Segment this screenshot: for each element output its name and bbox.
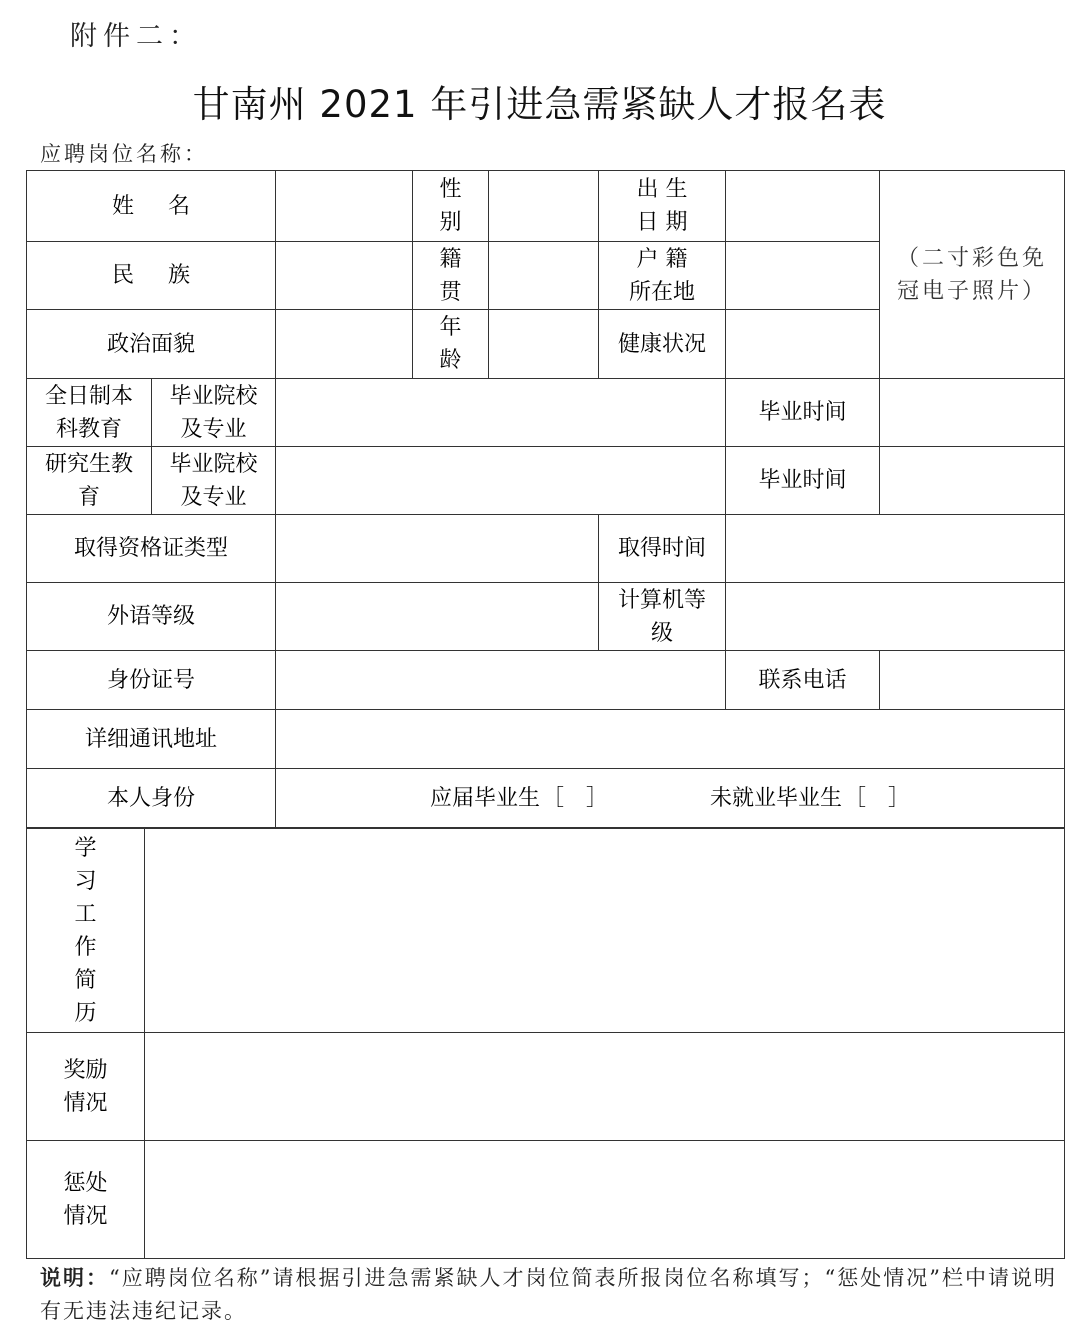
awards-field[interactable] (145, 1033, 1065, 1141)
form-title: 甘南州 2021 年引进急需紧缺人才报名表 (192, 83, 887, 126)
notes-text: “应聘岗位名称”请根据引进急需紧缺人才岗位简表所报岗位名称填写；“惩处情况”栏中请说明有无违法违纪记录。 (40, 1266, 1057, 1323)
notes (40, 1262, 1060, 1328)
native-place-field[interactable] (489, 242, 599, 310)
fulltime-school-major-label: 毕业院校及专业 (152, 379, 276, 447)
name-label: 姓 名 (27, 171, 276, 242)
age-label: 年龄 (413, 310, 489, 379)
position-name-label: 应聘岗位名称： (40, 142, 208, 166)
notes-label: 说明： (40, 1266, 109, 1290)
address-label: 详细通讯地址 (27, 710, 276, 769)
foreign-language-label: 外语等级 (27, 583, 276, 651)
age-field[interactable] (489, 310, 599, 379)
fulltime-edu-label: 全日制本科教育 (27, 379, 152, 447)
computer-level-field[interactable] (726, 583, 1065, 651)
punishment-field[interactable] (145, 1141, 1065, 1259)
id-number-field[interactable] (276, 651, 726, 710)
birth-date-field[interactable] (726, 171, 880, 242)
phone-field[interactable] (880, 651, 1065, 710)
resume-field[interactable] (145, 829, 1065, 1033)
gender-label: 性别 (413, 171, 489, 242)
household-label: 户 籍 所在地 (599, 242, 726, 310)
fresh-graduate-checkbox[interactable]: ［ ］ (541, 785, 608, 811)
postgrad-grad-time-field[interactable] (880, 447, 1065, 515)
identity-options (276, 769, 1065, 828)
postgrad-grad-time-label: 毕业时间 (726, 447, 880, 515)
political-status-label: 政治面貌 (27, 310, 276, 379)
postgrad-school-major-field[interactable] (276, 447, 726, 515)
postgrad-edu-label: 研究生教育 (27, 447, 152, 515)
foreign-language-field[interactable] (276, 583, 599, 651)
punishment-label: 惩处情况 (27, 1141, 145, 1259)
cert-time-field[interactable] (726, 515, 1065, 583)
cert-type-label: 取得资格证类型 (27, 515, 276, 583)
ethnicity-field[interactable] (276, 242, 413, 310)
cert-time-label: 取得时间 (599, 515, 726, 583)
ethnicity-label: 民 族 (27, 242, 276, 310)
address-field[interactable] (276, 710, 1065, 769)
household-field[interactable] (726, 242, 880, 310)
resume-label: 学习工作简历 (27, 829, 145, 1033)
political-status-field[interactable] (276, 310, 413, 379)
identity-label: 本人身份 (27, 769, 276, 828)
fulltime-grad-time-label: 毕业时间 (726, 379, 880, 447)
fresh-graduate-label: 应届毕业生 (429, 785, 540, 811)
unemployed-graduate-label: 未就业毕业生 (710, 785, 843, 811)
health-field[interactable] (726, 310, 880, 379)
health-label: 健康状况 (599, 310, 726, 379)
photo-area[interactable]: （二寸彩色免冠电子照片） (880, 171, 1065, 379)
gender-field[interactable] (489, 171, 599, 242)
native-place-label: 籍贯 (413, 242, 489, 310)
cert-type-field[interactable] (276, 515, 599, 583)
postgrad-school-major-label: 毕业院校及专业 (152, 447, 276, 515)
phone-label: 联系电话 (726, 651, 880, 710)
unemployed-graduate-checkbox[interactable]: ［ ］ (844, 785, 911, 811)
name-field[interactable] (276, 171, 413, 242)
birth-date-label: 出 生 日 期 (599, 171, 726, 242)
registration-form (26, 170, 1065, 828)
computer-level-label: 计算机等级 (599, 583, 726, 651)
fulltime-school-major-field[interactable] (276, 379, 726, 447)
awards-label: 奖励情况 (27, 1033, 145, 1141)
id-number-label: 身份证号 (27, 651, 276, 710)
fulltime-grad-time-field[interactable] (880, 379, 1065, 447)
history-section (26, 828, 1065, 1259)
attachment-label: 附件二： (70, 21, 202, 52)
